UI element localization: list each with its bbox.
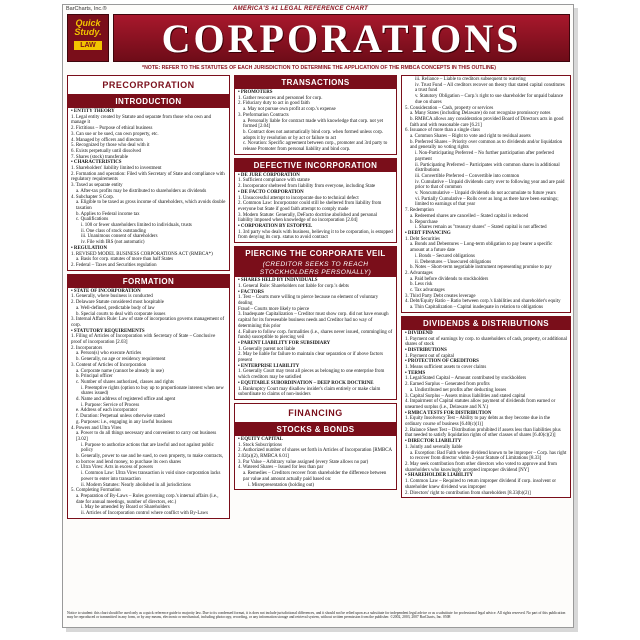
outline-line: a. Paid before dividends to stockholders <box>410 276 489 282</box>
transactions-header: TRANSACTIONS <box>235 76 396 89</box>
outline-line: 4. Managed by officers and directors <box>71 137 143 143</box>
outline-line: iv. Cumulative – Unpaid dividends carry over to following year and are paid prior to that of common <box>415 179 565 191</box>
outline-line: a. Remedies – Creditors recover from shareholder the difference between par value and amount actually paid based on: <box>243 471 387 482</box>
outline-line: c. Novation: Specific agreement between corp., promoter and 3rd party to release Promoter from personal liability and bind corp. <box>243 141 388 153</box>
outline-line: 6. Exists perpetually until dissolved <box>71 148 141 154</box>
outline-line: • FACTORS <box>238 289 264 295</box>
outline-line: a. May not pursue own profit at corp.'s expense <box>243 107 336 113</box>
outline-line: i. Bonds – Secured obligations <box>415 253 475 259</box>
financing-continued-section <box>401 75 571 313</box>
outline-line: 1. Payment out of earnings by corp. to shareholders of cash, property, or additional shares of stock <box>405 336 567 348</box>
introduction-header: INTRODUCTION <box>68 95 229 108</box>
stocks-bonds-text <box>235 436 396 489</box>
piercing-veil-subheader: (CREDITOR SEEKS TO REACH STOCKHOLDERS PERSONALLY) <box>235 260 396 277</box>
outline-line: 1. Legal entity created by Statute and separate from those who own and manage it <box>71 114 212 126</box>
outline-line: f. Duration: Perpetual unless otherwise stated <box>76 414 165 420</box>
outline-line: • ENTITY THEORY <box>71 109 115 114</box>
outline-line: • CORPORATION BY ESTOPPEL <box>238 224 313 230</box>
header-note: *NOTE: REFER TO THE STATUTES OF EACH JURISDICTION TO DETERMINE THE APPLICATION OF THE RMBCA CONCEPTS IN THIS OUTLINE) <box>142 65 496 71</box>
defective-incorporation-header: DEFECTIVE INCORPORATION <box>235 159 396 172</box>
column-right <box>401 75 571 609</box>
outline-line: a. Basis for corp. statutes of more than half States <box>76 257 174 263</box>
outline-line: 1. Test – Courts more willing to pierce because no element of voluntary dealing <box>238 295 379 306</box>
outline-line: • DE JURE CORPORATION <box>238 172 300 178</box>
outline-line: • CHARACTERISTICS <box>71 160 122 166</box>
outline-line: 2. Delaware Statute considered most hospitable <box>71 300 164 306</box>
piercing-veil-header: PIERCING THE CORPORATE VEIL <box>235 247 396 260</box>
stocks-bonds-header: STOCKS & BONDS <box>235 423 396 436</box>
outline-line: a. Undistributed net profits after deducting losses <box>410 387 507 393</box>
outline-line: • STATUTORY REQUIREMENTS <box>71 328 145 334</box>
outline-line: • TERMS <box>405 370 426 376</box>
dividends-header: DIVIDENDS & DISTRIBUTIONS <box>402 317 570 330</box>
outline-line: b. Generally, power to sue and be sued, to own property, to make contracts, to borrow and lend money, to purchase its own shares <box>76 454 224 465</box>
outline-line: 1. Sufficient compliance with statute <box>238 178 310 184</box>
outline-line: • EQUITABLE SUBORDINATION – DEEP ROCK DOCTRINE <box>238 380 374 386</box>
outline-line: i. Non-Participating Preferred – No further participation after preferred payment <box>415 151 554 162</box>
outline-line: 6. Issuance of more than a single class <box>405 128 480 134</box>
outline-line: a. Common Shares – Right to vote and right to residual assets <box>410 134 531 140</box>
tagline: AMERICA'S #1 LEGAL REFERENCE CHART <box>233 6 369 12</box>
outline-line: 4. Failure to follow corp. formalities (i.e., shares never issued, commingling of funds) susceptible to piercing veil <box>238 329 393 341</box>
outline-line: 2. Federal – Taxes and Securities regulation <box>71 262 157 268</box>
outline-line: 3. Third Party Debt creates leverage <box>405 293 476 299</box>
precorporation-section <box>67 75 230 271</box>
formation-header: FORMATION <box>68 275 229 288</box>
outline-line: v. Noncumulative – Unpaid dividends do not accumulate to future years <box>415 191 556 197</box>
outline-line: b. Notes – Short-term negotiable instrument representing promise to pay <box>410 265 552 271</box>
logo-law: LAW <box>74 41 102 50</box>
outline-line: b. RMBCA allows any consideration provided Board of Directors acts in good faith and with reasonable care [6.21] <box>410 116 564 128</box>
financing-section <box>234 403 397 490</box>
outline-line: 2. Formation and operation: Filed with Secretary of State and compliance with regulatory requirements <box>71 171 225 183</box>
outline-line: 1. Bankruptcy Court may disallow insider's claim entirely or make claim subordinate to claims of non-insiders <box>238 386 381 398</box>
defective-incorporation-text <box>235 172 396 242</box>
outline-line: 1. Generally Court may treat all pieces as belonging to one enterprise from which creditors may be satisfied <box>238 369 385 381</box>
outline-line: 4. Powers and Ultra Vires <box>71 425 122 431</box>
piercing-veil-section <box>234 246 397 400</box>
outline-line: 3. Can sue or be sued, can own property, etc. <box>71 131 159 137</box>
outline-line: • SHARES HELD BY INDIVIDUALS <box>238 278 318 284</box>
outline-line: 7. Shares (stock) transferable <box>71 154 129 160</box>
outline-line: c. Ultra Vires: Acts in excess of powers <box>76 465 154 471</box>
outline-line: c. Tax advantages <box>410 288 445 294</box>
outline-line: 4. Subchapter S Corp. <box>71 194 115 200</box>
outline-line: b. Contract does not automatically bind corp. when formed unless corp. adopts it by resolution or by act or failure to act <box>243 129 384 141</box>
outline-line: i. Misrepresentation (holding out) <box>248 482 315 488</box>
outline-line: • RMBCA TESTS FOR DISTRIBUTION <box>405 410 492 416</box>
outline-line: a. Well-defined, predictable body of law <box>76 305 155 311</box>
outline-line: b. Less risk <box>410 282 433 288</box>
outline-line: 2. Directors' right to contribution from shareholders [8.33(b)(2)] <box>405 490 531 496</box>
outline-line: i. Purpose to authorize actions that are lawful and not against public policy <box>81 442 214 454</box>
outline-line: ii. One class of stock outstanding <box>81 228 146 234</box>
transactions-text <box>235 89 396 154</box>
outline-line: 2. May seek contribution from other directors who voted to approve and from shareholders who knowingly accepted improper dividend [NY] <box>405 462 557 473</box>
outline-line: ii. Participating Preferred – Participates with common shares in additional distributions <box>415 162 560 174</box>
page-title: CORPORATIONS <box>161 16 522 61</box>
outline-line: a. Preparation of By-Laws – Rules governing corp.'s internal affairs (i.e., date for annual meetings, number of directors, etc.) <box>76 494 219 505</box>
outline-line: 1. Unsuccessful attempt to incorporate due to technical defect <box>238 195 359 201</box>
outline-line: 2. Authorized number of shares set forth in Articles of Incorporation [RMBCA 2.02(a)(2), RMBCA 6.01] <box>238 448 392 460</box>
outline-line: • DIVIDEND <box>405 330 433 336</box>
outline-line: • DIRECTOR LIABILITY <box>405 439 462 445</box>
outline-line: 1. Filing of Articles of Incorporation with Secretary of State – Conclusive proof of incorporation [2.03] <box>71 334 216 346</box>
outline-line: 1. 3rd party who deals with business, believing it to be corporation, is estopped from denying its corp. status to avoid contract <box>238 229 393 241</box>
outline-line: 1. Stock Subscriptions <box>238 442 282 448</box>
outline-line: 1. Common Law – Required to return improper dividend if corp. insolvent or shareholder knew dividend was improper <box>405 479 557 490</box>
outline-line: 4. Impairment of Capital statutes allow payment of dividends from earned or unearned surplus (i.e., Delaware and N.Y.) <box>405 399 556 410</box>
outline-line: ii. Articles of Incorporation control where conflict with By-Laws <box>81 511 208 517</box>
outline-line: 1. Gather resources and personnel for corp. <box>238 95 323 101</box>
defective-incorporation-section <box>234 158 397 243</box>
outline-line: iii. Reliance – Liable to creditors subsequent to watering <box>415 77 526 82</box>
outline-line: 5. Completing Formation <box>71 488 121 494</box>
outline-line: • SHAREHOLDER LIABILITY <box>405 473 474 479</box>
outline-line: iii. Convertible Preferred – Convertible into common <box>415 173 520 179</box>
outline-line: 1. Payment out of capital <box>405 353 455 359</box>
outline-line: 1. General Rule: Shareholders not liable for corp.'s debts <box>238 283 349 289</box>
outline-line: 1. Debt Securities <box>405 236 440 242</box>
outline-line: 3. Capital Surplus – Assets minus liabilities and stated capital <box>405 393 526 399</box>
outline-line: • DISTRIBUTIONS <box>405 347 447 353</box>
outline-line: c. Number of shares authorized, classes and rights <box>76 379 174 385</box>
outline-line: • DEBT FINANCING <box>405 230 451 236</box>
outline-line: b. Preferred Shares – Priority over common as to dividends and/or liquidation and generally no voting rights <box>410 139 563 151</box>
outline-line: 2. Balance Sheet Test – Distribution prohibited if assets less than liabilities plus that needed to satisfy liquidation rights of other classes of shares [6.40(c)(2)] <box>405 427 561 439</box>
outline-line: 3. Content of Articles of Incorporation <box>71 362 147 368</box>
outline-line: g. Purposes: i.e., engaging in any lawful business <box>76 419 173 425</box>
outline-line: • STATE OF INCORPORATION <box>71 288 141 294</box>
outline-line: 3. Internal Affairs Rule: Law of state of incorporation governs management of corp. <box>71 317 225 328</box>
outline-line: vi. Partially Cumulative – Rolls over as long as there have been earnings; limited to earnings of that year <box>415 196 559 208</box>
title-banner <box>113 14 570 62</box>
financing-continued-text <box>402 76 570 312</box>
outline-line: 5. Consideration – Cash, property or services <box>405 105 494 111</box>
outline-line: ii. Modern Statutes: Nearly abolished in all jurisdictions <box>81 482 191 488</box>
outline-line: 1. Jointly and severally liable <box>405 444 463 450</box>
formation-text <box>68 288 229 518</box>
introduction-text <box>68 108 229 270</box>
outline-line: 3. Modern Statute: Generally, DeFacto doctrine abolished and personal liability imposed when knowledge of no incorporation [2.04] <box>238 212 378 224</box>
outline-line: 2. Earned Surplus – Generated from profits <box>405 382 490 388</box>
piercing-veil-text <box>235 277 396 399</box>
outline-line: 2. Incorporators <box>71 345 103 351</box>
outline-line: iv. File with IRS (not automatic) <box>81 240 145 246</box>
financing-title: FINANCING <box>235 404 396 423</box>
outline-line: i. Common Law: Ultra Vires transaction is void since corporation lacks power to enter into transaction <box>81 471 221 482</box>
outline-line: 3. Preformation Contracts <box>238 112 289 118</box>
outline-line: a. After-tax profits may be distributed to shareholders as dividends <box>76 188 207 194</box>
outline-line: • PROMOTERS <box>238 90 273 95</box>
outline-line: 4. Watered Shares – Issued for less than par <box>238 465 324 471</box>
outline-line: • PROTECTION OF CREDITORS <box>405 359 479 365</box>
outline-line: Fraud – Courts more likely to pierce <box>238 306 310 312</box>
transactions-section <box>234 75 397 155</box>
outline-line: 1. Generally, where business is conducted <box>71 294 153 300</box>
outline-line: b. Repurchase <box>410 219 438 225</box>
outline-line: • EQUITY CAPITAL <box>238 436 283 442</box>
outline-line: 3. Par Value – Arbitrary value assigned (every State allows no par) <box>238 459 369 465</box>
outline-line: 2. Fictitious – Purpose of ethical business <box>71 126 153 132</box>
logo-line2: Study. <box>74 27 102 37</box>
outline-line: a. Person(s) who execute Articles <box>76 351 142 357</box>
outline-line: • DE FACTO CORPORATION <box>238 189 304 195</box>
outline-line: 7. Redemption <box>405 208 434 214</box>
outline-line: c. Qualifications <box>76 217 109 223</box>
outline-line: a. Corporate name (cannot be already in use) <box>76 368 164 374</box>
outline-line: • ENTERPRISE LIABILITY <box>238 363 300 369</box>
outline-line: 3. Taxed as separate entity <box>71 183 123 189</box>
disclaimer-text: Notice to student: this chart should be used only as a quick reference guide to majority law. Due to its condensed format, it is does not include jurisdictional differences, and it should not be relied upon as a substitute for independent legal advice or as a substitute for professional legal advice. All rights reserved. No part of this publication may be reproduced or transmitted in any form, or by any means, electronic or mechanical, including photocopy, recording, or any information storage and retrieval system, without written permission from the publisher. ©2002, 2003, 2007 BarCharts, Inc. 0508 <box>67 611 566 620</box>
outline-line: 5. Recognized by those who deal with it <box>71 143 150 149</box>
outline-line: • PARENT LIABILITY FOR SUBSIDIARY <box>238 340 331 346</box>
outline-line: a. Redeemed shares are cancelled – Stated capital is reduced <box>410 213 529 219</box>
outline-line: b. Generally, no age or residency requirement <box>76 357 166 363</box>
outline-line: 2. Common Law: Incorporator could still be sheltered from liability from everyone but State if good faith attempt to comply made <box>238 201 382 212</box>
column-left <box>67 75 230 609</box>
outline-line: iv. Trust Fund – All creditors recover on theory that stated capital constitutes a trust fund <box>415 82 565 94</box>
outline-line: 2. May be liable for failure to maintain clear separation or if above factors present <box>238 352 384 364</box>
dividends-text <box>402 330 570 497</box>
outline-line: v. Statutory Obligation – Corp.'s right to sue shareholder for unpaid balance due on shares <box>415 94 564 105</box>
quick-study-logo <box>67 14 109 62</box>
outline-line: 1. Means sufficient assets to cover claims <box>405 365 487 371</box>
outline-line: i. 100 or fewer shareholders limited to individuals, trusts <box>81 223 192 229</box>
outline-line: 2. Advantages <box>405 270 433 276</box>
outline-line: 1. Legal/Stated Capital – Amount contributed by stockholders <box>405 376 527 382</box>
column-middle <box>234 75 397 609</box>
outline-line: i. May be amended by Board or Shareholders <box>81 505 170 511</box>
outline-line: a. Eligible to be taxed as gross income of shareholders, which avoids double taxation <box>76 200 226 211</box>
outline-line: 1. Equity Insolvency Test – Ability to pay debts as they become due in the ordinary course of business [6.40(c)(1)] <box>405 416 551 428</box>
outline-line: • REGULATION <box>71 245 107 251</box>
outline-line: 1. REVISED MODEL BUSINESS CORPORATIONS ACT (RMBCA*) <box>71 251 213 257</box>
outline-line: a. Power to do all things necessary and convenient to carry out business [3.02] <box>76 431 217 442</box>
outline-line: 1. Generally parent not liable <box>238 346 296 352</box>
outline-line: 2. Incorporator sheltered from liability from everyone, including State <box>238 184 376 190</box>
outline-line: e. Address of each incorporator <box>76 408 138 414</box>
outline-line: a. Thin Capitalization – Capital inadequate in relation to obligations <box>410 305 544 311</box>
laminated-sheet <box>62 4 574 628</box>
outline-line: 2. Fiduciary duty to act in good faith <box>238 101 310 107</box>
logo-line1: Quick <box>75 18 101 28</box>
outline-line: 3. Inadequate Capitalization – Creditor must show corp. did not have enough capital for its foreseeable business needs and Creditor had no way of determining this prior <box>238 312 389 329</box>
outline-line: 4. Debt/Equity Ratio – Ratio between corp.'s liabilities and shareholder's equity <box>405 299 561 305</box>
outline-line: a. Many States (including Delaware) do not recognize promissory notes <box>410 111 551 117</box>
outline-line: 1. Shareholders' liability limited to investment <box>71 166 162 172</box>
outline-line: d. Name and address of registered office and agent <box>76 397 176 403</box>
formation-section <box>67 274 230 519</box>
outline-line: i. Shares remain as "treasury shares" – Stated capital is not affected <box>415 225 547 231</box>
outline-line: ii. Debentures – Unsecured obligations <box>415 259 492 265</box>
outline-line: b. Special courts to deal with corporate issues <box>76 311 166 317</box>
precorporation-title: PRECORPORATION <box>68 76 229 95</box>
outline-line: b. Principal officer <box>76 374 113 380</box>
outline-line: i. Purpose: Service of Process <box>81 402 140 408</box>
outline-line: i. Preemptive rights (option to buy up to proportionate interest when new shares issued) <box>81 385 224 397</box>
outline-line: a. Personally liable for contract made with knowledge that corp. not yet formed [2.04] <box>243 118 384 130</box>
dividends-section <box>401 316 571 498</box>
outline-line: b. Applies to Federal income tax <box>76 211 140 217</box>
outline-line: a. Bonds and Debentures – Long-term obligation to pay bearer a specific amount at a future date <box>410 242 553 254</box>
outline-line: a. Exception: Bad Faith where dividend known to be improper – Corp. has right to recover from director within 2-year Statute of Limitations [8.33] <box>410 450 567 462</box>
outline-line: iii. Unanimous consent of shareholders <box>81 234 158 240</box>
brand-text: BarCharts, Inc.® <box>66 6 107 12</box>
